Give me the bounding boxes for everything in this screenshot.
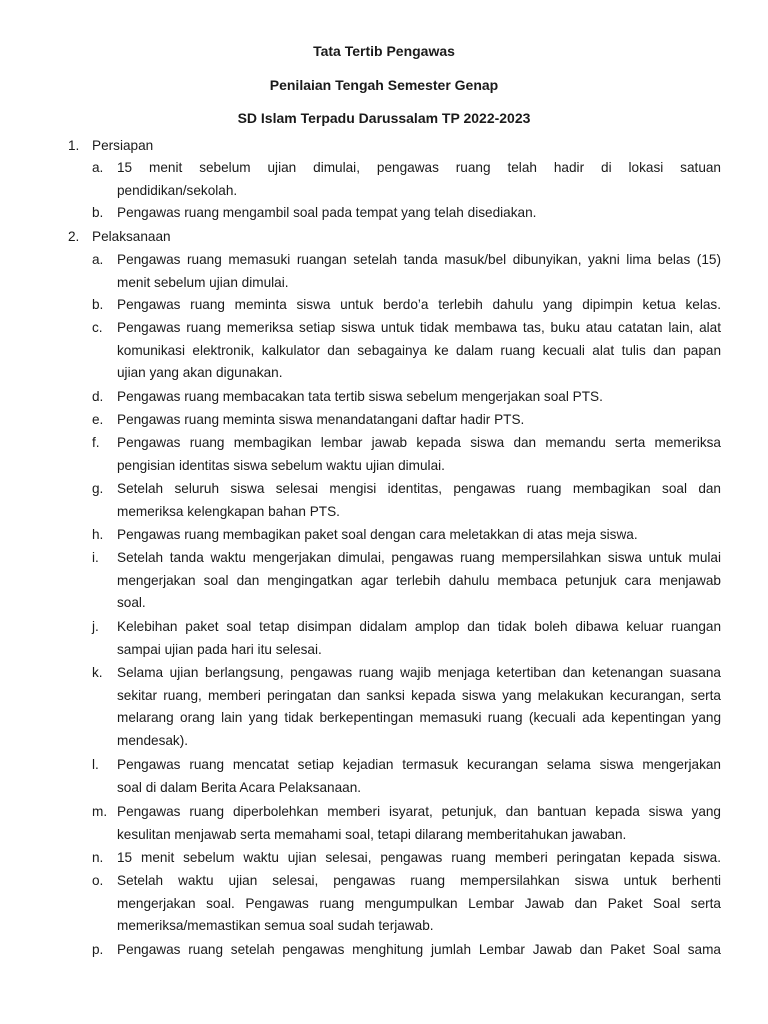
item-line: Pengawas ruang membagikan paket soal dengan cara meletakkan di atas meja siswa. (117, 527, 638, 542)
item-line: Pengawas ruang meminta siswa untuk berdo’a terlebih dahulu yang dipimpin ketua kelas. (117, 297, 721, 312)
item-line: komunikasi elektronik, kalkulator dan sebagainya ke dalam ruang kecuali alat tulis dan papan (117, 342, 721, 358)
item-line: soal. (117, 595, 146, 610)
item-line: 15 menit sebelum ujian dimulai, pengawas ruang telah hadir di lokasi satuan (117, 160, 721, 175)
item-letter: n. (92, 850, 104, 865)
item-line: memeriksa/memastikan semua soal sudah terjawab. (117, 918, 434, 933)
item-line: Setelah seluruh siswa selesai mengisi identitas, pengawas ruang membagikan soal dan (117, 481, 721, 496)
item-line: melarang orang lain yang tidak berkepentingan memasuki ruang (kecuali ada kepentingan yang (117, 710, 721, 725)
item-line: kesulitan menjawab serta memahami soal, tetapi dilarang memberitahukan jawaban. (117, 826, 627, 842)
item-letter: d. (92, 389, 104, 404)
item-line: Pengawas ruang diperbolehkan memberi isyarat, petunjuk, dan bantuan kepada siswa yang (117, 804, 721, 819)
school-heading: SD Islam Terpadu Darussalam TP 2022-2023 (237, 110, 531, 126)
item-text (117, 847, 721, 870)
item-line: mengerjakan soal dan mengingatkan agar terlebih dahulu membaca petunjuk cara menjawab (117, 572, 721, 588)
item-letter: c. (92, 320, 103, 335)
item-text (117, 157, 721, 202)
item-letter: o. (92, 873, 104, 888)
item-line: Pengawas ruang mengambil soal pada tempat yang telah disediakan. (117, 205, 537, 220)
item-text (117, 662, 721, 752)
item-line: mendesak). (117, 732, 189, 748)
item-text (117, 409, 721, 432)
item-text (117, 294, 721, 317)
item-line: Setelah waktu ujian selesai, pengawas ruang mempersilahkan siswa untuk berhenti (117, 873, 721, 888)
item-text (117, 547, 721, 615)
item-line: pengisian identitas siswa sebelum waktu ujian dimulai. (117, 457, 445, 473)
item-letter: p. (92, 942, 104, 957)
item-letter: h. (92, 527, 104, 542)
item-text (117, 754, 721, 799)
item-letter: b. (92, 297, 104, 312)
item-line: Kelebihan paket soal tetap disimpan didalam amplop dan tidak boleh dibawa keluar ruangan (117, 619, 721, 634)
item-text (117, 386, 721, 409)
section-number: 2. (68, 229, 80, 244)
item-text (117, 801, 721, 846)
item-letter: i. (92, 550, 99, 565)
item-text (117, 249, 721, 294)
item-line: Setelah tanda waktu mengerjakan dimulai, pengawas ruang mempersilahkan siswa untuk mulai (117, 550, 721, 565)
item-line: soal di dalam Berita Acara Pelaksanaan. (117, 779, 362, 795)
item-text (117, 524, 721, 547)
document-subtitle: Penilaian Tengah Semester Genap (269, 77, 499, 93)
item-line: pendidikan/sekolah. (117, 182, 238, 198)
section-title: Persiapan (92, 138, 154, 153)
item-line: menit sebelum ujian dimulai. (117, 274, 289, 290)
item-line: sekitar ruang, memberi peringatan dan sanksi kepada siswa yang melakukan kecurangan, serta (117, 687, 721, 703)
item-line: Selama ujian berlangsung, pengawas ruang wajib menjaga ketertiban dan ketenangan suasana (117, 665, 721, 680)
item-letter: l. (92, 757, 99, 772)
item-text (117, 870, 721, 938)
item-line: Pengawas ruang meminta siswa menandatangani daftar hadir PTS. (117, 412, 525, 427)
item-line: memeriksa kelengkapan bahan PTS. (117, 503, 340, 519)
item-letter: k. (92, 665, 103, 680)
item-line: Pengawas ruang memeriksa setiap siswa untuk tidak membawa tas, buku atau catatan lain, alat (117, 320, 721, 335)
item-letter: b. (92, 205, 104, 220)
item-letter: j. (92, 619, 99, 634)
item-line: Pengawas ruang membacakan tata tertib siswa sebelum mengerjakan soal PTS. (117, 389, 603, 404)
item-letter: f. (92, 435, 100, 450)
item-line: Pengawas ruang memasuki ruangan setelah tanda masuk/bel dibunyikan, yakni lima belas (15) (117, 252, 721, 267)
item-letter: m. (92, 804, 108, 819)
item-line: mengerjakan soal. Pengawas ruang mengumpulkan Lembar Jawab dan Paket Soal serta (117, 895, 721, 911)
item-text (117, 939, 721, 962)
item-text (117, 478, 721, 523)
item-line: 15 menit sebelum waktu ujian selesai, pengawas ruang memberi peringatan kepada siswa. (117, 850, 721, 865)
item-letter: g. (92, 481, 104, 496)
section-title: Pelaksanaan (92, 229, 171, 244)
item-letter: a. (92, 252, 104, 267)
item-line: Pengawas ruang membagikan lembar jawab kepada siswa dan memandu serta memeriksa (117, 435, 721, 450)
item-text (117, 432, 721, 477)
item-letter: a. (92, 160, 104, 175)
item-line: ujian yang akan digunakan. (117, 365, 283, 380)
document-title: Tata Tertib Pengawas (313, 43, 455, 59)
section-number: 1. (68, 138, 80, 153)
item-line: Pengawas ruang mencatat setiap kejadian termasuk kecurangan selama siswa mengerjakan (117, 757, 721, 772)
item-text (117, 616, 721, 661)
item-line: Pengawas ruang setelah pengawas menghitung jumlah Lembar Jawab dan Paket Soal sama (117, 942, 721, 957)
item-letter: e. (92, 412, 104, 427)
item-text (117, 202, 721, 225)
item-line: sampai ujian pada hari itu selesai. (117, 641, 322, 657)
item-text (117, 317, 721, 385)
